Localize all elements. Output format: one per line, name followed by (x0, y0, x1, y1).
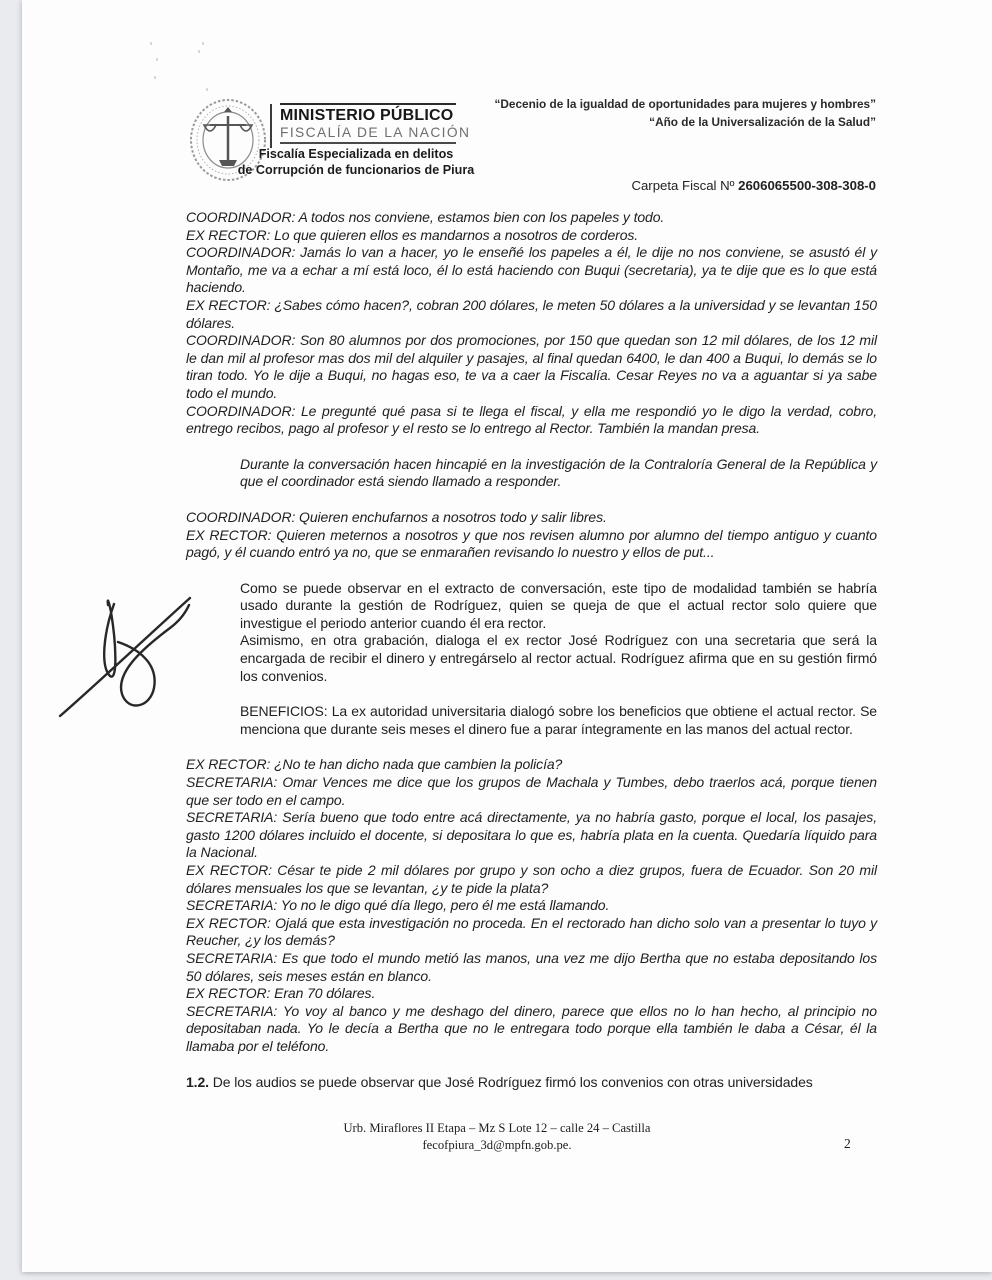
finding-text: De los audios se puede observar que José Rodríguez firmó los convenios con otras universidades (208, 1073, 813, 1090)
dialogue-paragraph: COORDINADOR: A todos nos conviene, estamos bien con los papeles y todo. (186, 209, 665, 225)
dialogue-paragraph: EX RECTOR: Eran 70 dólares. (186, 985, 376, 1002)
dialogue-paragraph: SECRETARIA: Omar Vences me dice que los grupos de Machala y Tumbes, debo traerlos acá, porque tienen que ser todo en el campo. (186, 774, 877, 808)
handwritten-signature (58, 578, 208, 728)
org-title: MINISTERIO PÚBLICO (280, 107, 454, 124)
benefits-note: BENEFICIOS: La ex autoridad universitaria dialogó sobre los beneficios que obtiene el actual rector. Se menciona que durante seis meses el dinero fue a parar íntegramente en las manos del actual rector. (240, 703, 877, 737)
numbered-finding (186, 1074, 877, 1092)
motto-line1: “Decenio de la igualdad de oportunidades para mujeres y hombres” (494, 97, 876, 111)
analyst-note: Durante la conversación hacen hincapié en la investigación de la Contraloría General de la República y que el coordinador está siendo llamado a responder. (240, 455, 877, 490)
dialogue-paragraph: COORDINADOR: Le pregunté qué pasa si te llega el fiscal, y ella me respondió yo le digo la verdad, cobro, entrego recibos, pago al profesor y el resto se lo entrego al Rector. También la mandan presa. (186, 402, 877, 437)
official-motto (382, 96, 876, 131)
org-subtitle: FISCALÍA DE LA NACIÓN (280, 125, 471, 140)
finding-number: 1.2. (186, 1073, 209, 1090)
dialogue-paragraph: COORDINADOR: Quieren enchufarnos a nosotros todo y salir libres. (186, 508, 607, 525)
dialogue-paragraph: EX RECTOR: Quieren meternos a nosotros y que nos revisen alumno por alumno del tiempo antiguo y cuanto pagó, y él cuando entró ya no, que se enmarañen revisando lo nuestro y ellos de put... (186, 526, 877, 561)
case-number-line (382, 178, 876, 193)
footer-block (152, 1120, 842, 1153)
dialogue-paragraph: EX RECTOR: ¿Sabes cómo hacen?, cobran 200 dólares, le meten 50 dólares a la universidad y se levantan 150 dólares. (186, 296, 877, 331)
dialogue-paragraph: EX RECTOR: Ojalá que esta investigación no proceda. En el rectorado han dicho solo van a presentar lo tuyo y Reucher, ¿y los demás? (186, 914, 877, 949)
dialogue-paragraph: SECRETARIA: Yo no le digo qué día llego, pero él me está llamando. (186, 897, 610, 914)
header-divider-line (270, 104, 272, 148)
pencil-specks (122, 36, 232, 96)
case-label: Carpeta Fiscal Nº (631, 178, 739, 193)
footer-email: fecofpiura_3d@mpfn.gob.pe. (422, 1137, 572, 1152)
document-body (186, 209, 877, 1091)
dialogue-paragraph: EX RECTOR: Lo que quieren ellos es mandarnos a nosotros de corderos. (186, 226, 639, 243)
office-name (180, 146, 532, 178)
analyst-note: Asimismo, en otra grabación, dialoga el ex rector José Rodríguez con una secretaria que será la encargada de recibir el dinero y entregárselo al rector actual. Rodríguez afirma que en su gestión firmó los convenios. (240, 632, 877, 684)
dialogue-paragraph: EX RECTOR: ¿No te han dicho nada que cambien la policía? (186, 756, 563, 773)
motto-line2: “Año de la Universalización de la Salud” (649, 114, 876, 129)
dialogue-paragraph: COORDINADOR: Son 80 alumnos por dos promociones, por 150 que quedan son 12 mil dólares, de los 12 mil le dan mil al profesor mas dos mil del alquiler y pasajes, al final quedan 6400, le dan 400 a Buqui, lo demás se lo tiran todo. Yo le dije a Buqui, no hagas eso, te va a caer la Fiscalía. Cesar Reyes no va a aguantar si ya sabe todo el mundo. (186, 332, 877, 401)
analyst-note: Como se puede observar en el extracto de conversación, este tipo de modalidad también se habría usado durante la gestión de Rodríguez, quien se queja de que el actual rector solo quiere que investigue el periodo anterior cuando él era rector. (240, 579, 877, 631)
office-name-line1: Fiscalía Especializada en delitos (258, 147, 454, 161)
case-number: 2606065500-308-308-0 (738, 178, 876, 193)
document-sheet (22, 0, 992, 1272)
dialogue-paragraph: EX RECTOR: César te pide 2 mil dólares por grupo y son ocho a diez grupos, fuera de Ecuador. Son 20 mil dólares mensuales los que se levantan, ¿y te pide la plata? (186, 862, 877, 896)
page-number: 2 (844, 1136, 851, 1151)
footer-address: Urb. Miraflores II Etapa – Mz S Lote 12 – calle 24 – Castilla (343, 1121, 651, 1135)
office-name-line2: de Corrupción de funcionarios de Piura (237, 163, 475, 177)
dialogue-paragraph: SECRETARIA: Es que todo el mundo metió las manos, una vez me dijo Bertha que no estaba depositando los 50 dólares, seis meses están en blanco. (186, 949, 877, 984)
dialogue-paragraph: SECRETARIA: Yo voy al banco y me deshago del dinero, parece que ellos no lo han hecho, al principio no depositaban nada. Yo le decía a Bertha que no le entregara todo porque ella también le daba a César, él la llamaba por el teléfono. (186, 1002, 877, 1054)
dialogue-paragraph: SECRETARIA: Sería bueno que todo entre acá directamente, ya no habría gasto, porque el local, los pasajes, gasto 1200 dólares incluido el docente, si depositara lo que es, habría plata en la cuenta. Quedaría líquido para la Nacional. (186, 809, 877, 861)
dialogue-paragraph: COORDINADOR: Jamás lo van a hacer, yo le enseñé los papeles a él, le dije no nos conviene, se asustó él y Montaño, me va a echar a mí está loco, él lo está haciendo con Buqui (secretaria), ya te dije que es lo que está haciendo. (186, 244, 877, 296)
